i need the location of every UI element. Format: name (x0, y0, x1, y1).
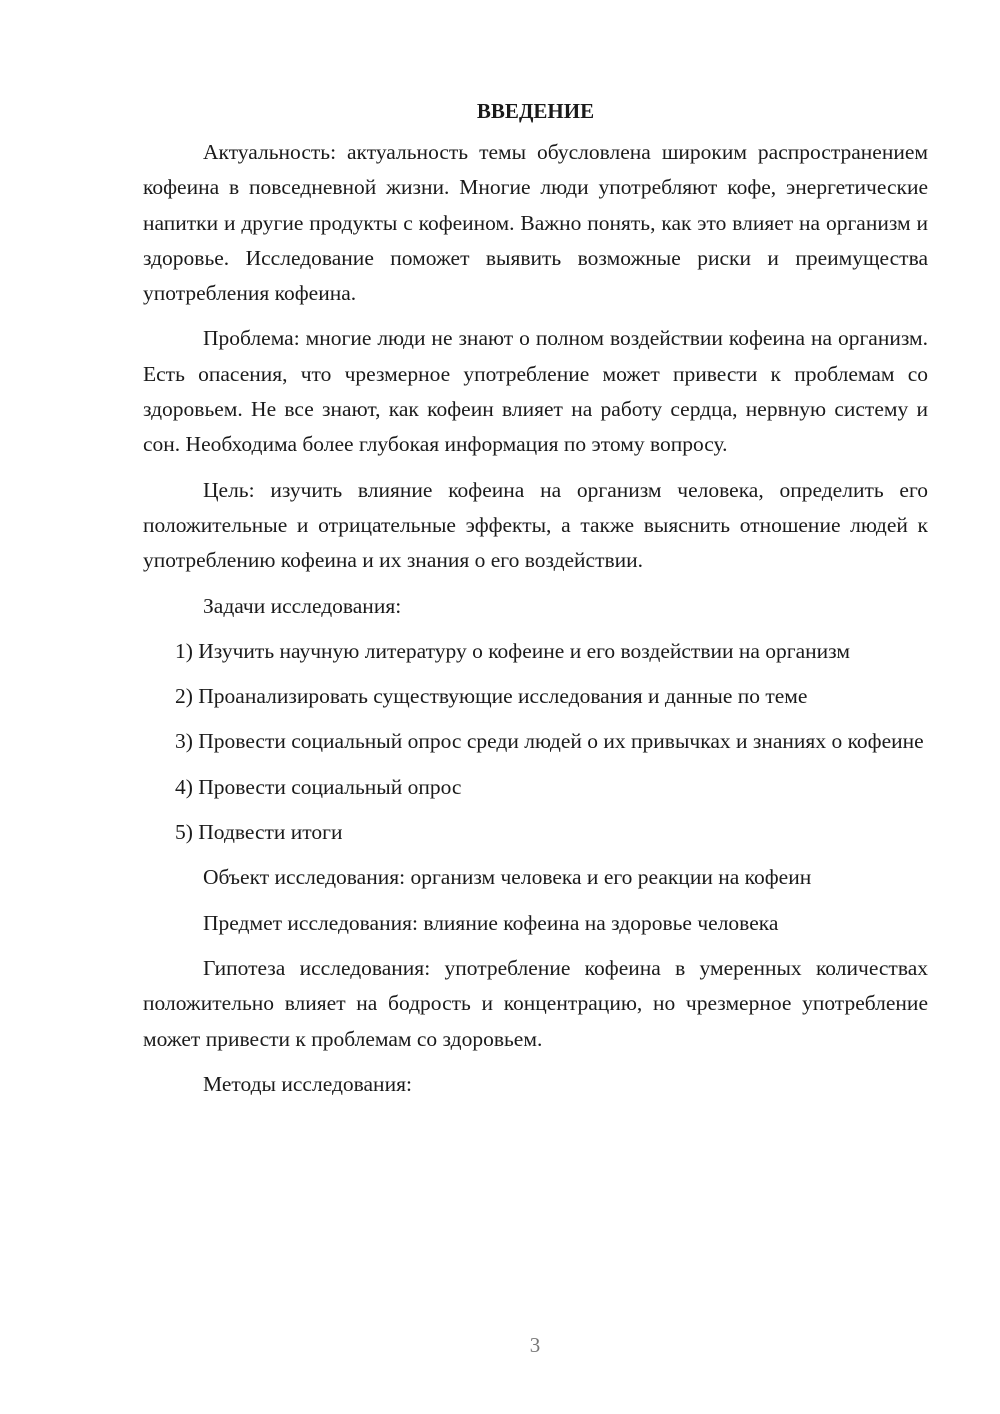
task-item-1: 1) Изучить научную литературу о кофеине и его воздействии на организм (175, 638, 850, 663)
tasks-heading: Задачи исследования: (203, 593, 402, 618)
task-item-4: 4) Провести социальный опрос (175, 774, 462, 799)
object-paragraph: Объект исследования: организм человека и его реакции на кофеин (203, 865, 812, 890)
document-page (143, 94, 928, 1112)
hypothesis-paragraph: Гипотеза исследования: употребление кофеина в умеренных количествах положительно влияет на бодрость и концентрацию, но чрезмерное употребление может привести к проблемам со здоровьем. (143, 955, 928, 1051)
page-title: ВВЕДЕНИЕ (476, 99, 595, 123)
relevance-paragraph: Актуальность: актуальность темы обусловлена широким распространением кофеина в повседневной жизни. Многие люди употребляют кофе, энергетические напитки и другие продукты с кофеином. Важно понять, как это влияет на организм и здоровье. Исследование поможет выявить возможные риски и преимущества употребления кофеина. (143, 140, 928, 306)
task-item-2: 2) Проанализировать существующие исследования и данные по теме (175, 684, 808, 709)
page-number: 3 (529, 1333, 541, 1357)
task-item-3: 3) Провести социальный опрос среди людей о их привычках и знаниях о кофеине (175, 729, 924, 754)
subject-paragraph: Предмет исследования: влияние кофеина на здоровье человека (203, 910, 779, 935)
problem-paragraph: Проблема: многие люди не знают о полном воздействии кофеина на организм. Есть опасения, что чрезмерное употребление может привести к проблемам со здоровьем. Не все знают, как кофеин влияет на работу сердца, нервную систему и сон. Необходима более глубокая информация по этому вопросу. (143, 326, 928, 457)
methods-heading: Методы исследования: (203, 1071, 412, 1096)
task-item-5: 5) Подвести итоги (175, 820, 343, 845)
goal-paragraph: Цель: изучить влияние кофеина на организм человека, определить его положительные и отрицательные эффекты, а также выяснить отношение людей к употреблению кофеина и их знания о его воздействии. (143, 477, 928, 573)
